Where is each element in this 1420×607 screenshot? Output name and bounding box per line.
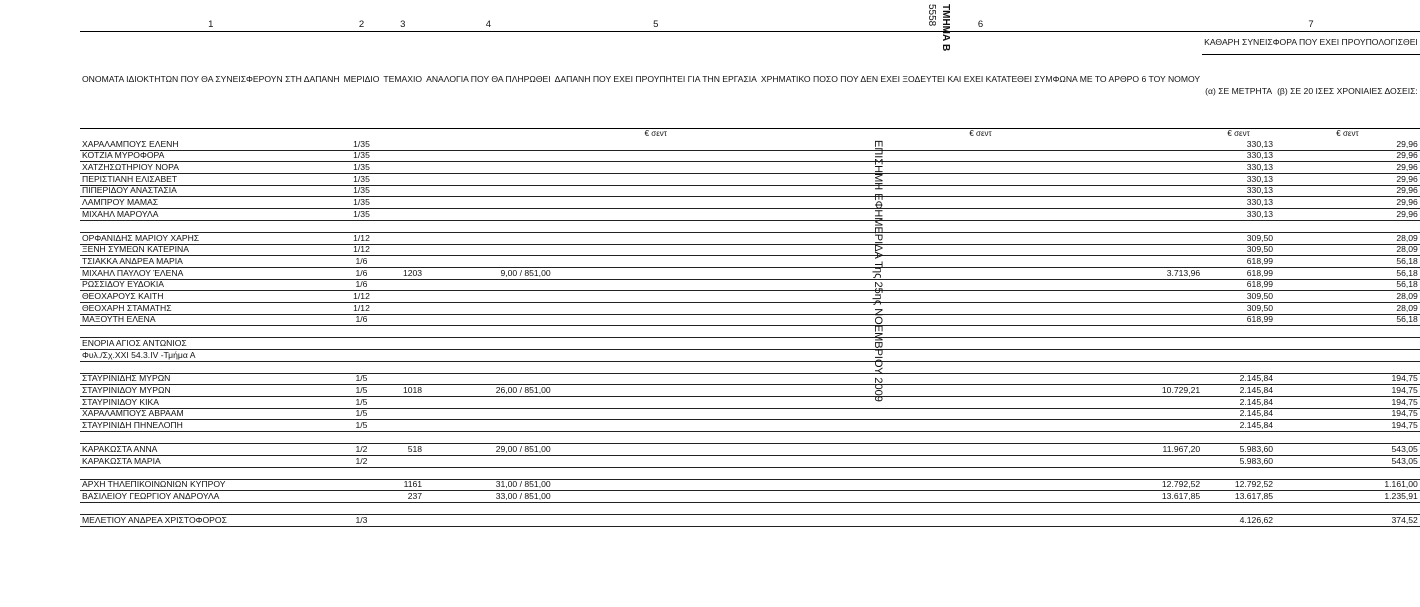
cell-name: ΧΑΤΖΗΣΩΤΗΡΙΟΥ ΝΟΡΑ [80, 162, 342, 174]
cell-rate [424, 209, 553, 221]
cell-inst: 194,75 [1275, 373, 1420, 385]
cell-cash: 5.983,60 [1202, 444, 1275, 456]
col-num-7: 7 [1202, 19, 1420, 32]
cell-deposit [759, 291, 1202, 303]
cell-inst: 56,18 [1275, 279, 1420, 291]
cell-cash [1202, 350, 1275, 362]
cell-cost [553, 455, 759, 467]
cell-cost [553, 514, 759, 526]
cell-rate [424, 185, 553, 197]
cell-share: 1/35 [342, 139, 382, 150]
cell-cash: 618,99 [1202, 314, 1275, 326]
cell-rate [424, 350, 553, 362]
cell-share: 1/12 [342, 302, 382, 314]
cell-cost [553, 197, 759, 209]
cell-share: 1/35 [342, 185, 382, 197]
table-row [80, 408, 1420, 420]
cell-cost [553, 373, 759, 385]
table-row [80, 385, 1420, 397]
cell-cost [553, 314, 759, 326]
cell-name: ΚΑΡΑΚΩΣΤΑ ΜΑΡΙΑ [80, 455, 342, 467]
cell-rate [424, 279, 553, 291]
cell-cash: 12.792,52 [1202, 479, 1275, 491]
cell-inst [1275, 338, 1420, 350]
cell-area [381, 197, 424, 209]
cell-share: 1/5 [342, 385, 382, 397]
table-row [80, 139, 1420, 150]
cell-area [381, 397, 424, 409]
table-row [80, 373, 1420, 385]
cell-inst: 29,96 [1275, 209, 1420, 221]
cell-cost [553, 420, 759, 432]
cell-name: ΘΕΟΧΑΡΟΥΣ ΚΑΙΤΗ [80, 291, 342, 303]
cell-inst: 1.161,00 [1275, 479, 1420, 491]
cell-name: ΤΣΙΑΚΚΑ ΑΝΔΡΕΑ ΜΑΡΙΑ [80, 256, 342, 268]
cell-inst: 56,18 [1275, 256, 1420, 268]
col-num-2: 2 [342, 19, 382, 32]
cell-share: 1/5 [342, 373, 382, 385]
cell-area [381, 232, 424, 244]
cell-name: ΠΕΡΙΣΤΙΑΝΗ ΕΛΙΣΑΒΕΤ [80, 174, 342, 186]
cell-deposit [759, 455, 1202, 467]
cell-deposit [759, 408, 1202, 420]
cash-header: (α) ΣΕ ΜΕΤΡΗΤΑ [1202, 55, 1275, 129]
cell-name: ΠΙΠΕΡΙΔΟΥ ΑΝΑΣΤΑΣΙΑ [80, 185, 342, 197]
table-row [80, 185, 1420, 197]
cell-cost [553, 479, 759, 491]
cell-cost [553, 150, 759, 162]
cell-name: ΛΑΜΠΡΟΥ ΜΑΜΑΣ [80, 197, 342, 209]
cell-cost [553, 232, 759, 244]
cell-rate [424, 244, 553, 256]
table-row [80, 302, 1420, 314]
cell-cost [553, 209, 759, 221]
cell-share: 1/2 [342, 455, 382, 467]
owners-header: ΟΝΟΜΑΤΑ ΙΔΙΟΚΤΗΤΩΝ ΠΟΥ ΘΑ ΣΥΝΕΙΣΦΕΡΟΥΝ ΣΤΗ ΔΑΠΑΝΗ [80, 32, 342, 129]
cell-area: 1018 [381, 385, 424, 397]
cell-name: ΘΕΟΧΑΡΗ ΣΤΑΜΑΤΗΣ [80, 302, 342, 314]
cell-inst: 28,09 [1275, 232, 1420, 244]
cell-cost [553, 350, 759, 362]
cell-rate [424, 338, 553, 350]
cell-cash: 330,13 [1202, 185, 1275, 197]
cell-area [381, 139, 424, 150]
spacer-row [80, 361, 1420, 373]
cell-cost [553, 444, 759, 456]
cell-inst: 543,05 [1275, 444, 1420, 456]
cell-share: 1/12 [342, 291, 382, 303]
table-row [80, 232, 1420, 244]
cell-cost [553, 397, 759, 409]
cell-area [381, 244, 424, 256]
cell-deposit [759, 314, 1202, 326]
cell-area [381, 314, 424, 326]
cell-cash: 5.983,60 [1202, 455, 1275, 467]
table-row [80, 244, 1420, 256]
cell-cost [553, 185, 759, 197]
cell-share: 1/5 [342, 420, 382, 432]
cell-area [381, 514, 424, 526]
cell-cost [553, 139, 759, 150]
cell-share [342, 338, 382, 350]
cell-cost [553, 385, 759, 397]
cell-area [381, 185, 424, 197]
cell-deposit [759, 514, 1202, 526]
cell-share [342, 479, 382, 491]
cell-rate [424, 314, 553, 326]
cell-share: 1/6 [342, 314, 382, 326]
cell-name: ΧΑΡΑΛΑΜΠΟΥΣ ΕΛΕΝΗ [80, 139, 342, 150]
cell-cash: 2.145,84 [1202, 385, 1275, 397]
rate-header: ΑΝΑΛΟΓΙΑ ΠΟΥ ΘΑ ΠΛΗΡΩΘΕΙ [424, 32, 553, 129]
col-num-4: 4 [424, 19, 553, 32]
deposit-header: ΧΡΗΜΑΤΙΚΟ ΠΟΣΟ ΠΟΥ ΔΕΝ ΕΧΕΙ ΞΟΔΕΥΤΕΙ ΚΑΙ ΕΧΕΙ ΚΑΤΑΤΕΘΕΙ ΣΥΜΦΩΝΑ ΜΕ ΤΟ ΑΡΘΡΟ 6 ΤΟΥ ΝΟΜΟΥ [759, 32, 1202, 129]
cell-deposit: 11.967,20 [759, 444, 1202, 456]
table-row [80, 267, 1420, 279]
unit-col7a: € σεντ [1227, 128, 1250, 138]
cell-inst: 194,75 [1275, 420, 1420, 432]
cell-cash: 618,99 [1202, 279, 1275, 291]
cell-area [381, 291, 424, 303]
cell-cost [553, 408, 759, 420]
cell-area [381, 338, 424, 350]
cell-deposit [759, 256, 1202, 268]
cell-area [381, 350, 424, 362]
cell-cash: 330,13 [1202, 150, 1275, 162]
net-contribution-header: ΚΑΘΑΡΗ ΣΥΝΕΙΣΦΟΡΑ ΠΟΥ ΕΧΕΙ ΠΡΟΥΠΟΛΟΓΙΣΘΕΙ [1202, 32, 1420, 55]
cell-cash: 330,13 [1202, 139, 1275, 150]
cell-cash: 330,13 [1202, 162, 1275, 174]
cell-rate: 26,00 / 851,00 [424, 385, 553, 397]
cell-deposit [759, 197, 1202, 209]
cell-deposit [759, 174, 1202, 186]
cell-name: ΧΑΡΑΛΑΜΠΟΥΣ ΑΒΡΑΑΜ [80, 408, 342, 420]
cell-share: 1/3 [342, 514, 382, 526]
cell-cash: 2.145,84 [1202, 408, 1275, 420]
cell-deposit [759, 150, 1202, 162]
unit-col6: € σεντ [969, 128, 992, 138]
cell-share: 1/6 [342, 256, 382, 268]
cell-cash [1202, 338, 1275, 350]
cell-cash: 309,50 [1202, 244, 1275, 256]
table-row [80, 455, 1420, 467]
cell-cash: 618,99 [1202, 256, 1275, 268]
cost-header: ΔΑΠΑΝΗ ΠΟΥ ΕΧΕΙ ΠΡΟΥΠΗΤΕΙ ΓΙΑ ΤΗΝ ΕΡΓΑΣΙΑ [553, 32, 759, 129]
cell-area: 518 [381, 444, 424, 456]
cell-cash: 330,13 [1202, 197, 1275, 209]
cell-share: 1/6 [342, 267, 382, 279]
cell-area [381, 150, 424, 162]
cell-name: ΟΡΦΑΝΙΔΗΣ ΜΑΡΙΟΥ ΧΑΡΗΣ [80, 232, 342, 244]
cell-inst: 56,18 [1275, 267, 1420, 279]
col-num-3: 3 [381, 19, 424, 32]
col-num-5: 5 [553, 19, 759, 32]
table-row [80, 209, 1420, 221]
cell-deposit [759, 279, 1202, 291]
cell-inst: 29,96 [1275, 162, 1420, 174]
col-num-6: 6 [759, 19, 1202, 32]
table-row [80, 491, 1420, 503]
cell-inst: 194,75 [1275, 385, 1420, 397]
table-row [80, 150, 1420, 162]
cell-inst: 28,09 [1275, 291, 1420, 303]
cell-name: ΜΕΛΕΤΙΟΥ ΑΝΔΡΕΑ ΧΡΙΣΤΟΦΟΡΟΣ [80, 514, 342, 526]
cell-cash: 13.617,85 [1202, 491, 1275, 503]
table-row [80, 397, 1420, 409]
cell-cash: 2.145,84 [1202, 397, 1275, 409]
table-row [80, 514, 1420, 526]
cell-share: 1/35 [342, 209, 382, 221]
cell-deposit: 3.713,96 [759, 267, 1202, 279]
cell-name: ΑΡΧΗ ΤΗΛΕΠΙΚΟΙΝΩΝΙΩΝ ΚΥΠΡΟΥ [80, 479, 342, 491]
cell-cash: 330,13 [1202, 209, 1275, 221]
cell-rate [424, 197, 553, 209]
cell-area [381, 420, 424, 432]
cell-name: ΣΤΑΥΡΙΝΙΔΟΥ ΜΥΡΩΝ [80, 385, 342, 397]
area-header: ΤΕΜΑΧΙΟ [381, 32, 424, 129]
cell-name: ΣΤΑΥΡΙΝΙΔΟΥ ΚΙΚΑ [80, 397, 342, 409]
cell-cash: 330,13 [1202, 174, 1275, 186]
cell-rate [424, 397, 553, 409]
cell-deposit [759, 232, 1202, 244]
cell-cost [553, 267, 759, 279]
spacer-row [80, 220, 1420, 232]
contribution-table [80, 19, 1420, 527]
column-numbers-row [80, 19, 1420, 32]
cell-share: 1/12 [342, 244, 382, 256]
cell-inst: 194,75 [1275, 408, 1420, 420]
spacer-row [80, 432, 1420, 444]
cell-rate [424, 408, 553, 420]
col-num-1: 1 [80, 19, 342, 32]
cell-name: ΡΩΣΣΙΔΟΥ ΕΥΔΟΚΙΑ [80, 279, 342, 291]
installments-header: (β) ΣΕ 20 ΙΣΕΣ ΧΡΟΝΙΑΙΕΣ ΔΟΣΕΙΣ: [1275, 55, 1420, 129]
cell-rate [424, 373, 553, 385]
table-row [80, 479, 1420, 491]
cell-area [381, 408, 424, 420]
share-header: ΜΕΡΙΔΙΟ [342, 32, 382, 129]
cell-inst: 543,05 [1275, 455, 1420, 467]
unit-col5: € σεντ [644, 128, 667, 138]
cell-rate: 29,00 / 851,00 [424, 444, 553, 456]
table-row [80, 420, 1420, 432]
cell-name: ΜΙΧΑΗΛ ΜΑΡΟΥΛΑ [80, 209, 342, 221]
table-row [80, 444, 1420, 456]
cell-cost [553, 244, 759, 256]
cell-share [342, 491, 382, 503]
cell-inst: 29,96 [1275, 185, 1420, 197]
cell-rate [424, 420, 553, 432]
cell-cost [553, 279, 759, 291]
cell-inst: 28,09 [1275, 302, 1420, 314]
cell-rate [424, 291, 553, 303]
cell-deposit [759, 139, 1202, 150]
cell-rate [424, 455, 553, 467]
unit-row [80, 129, 1420, 140]
cell-rate [424, 139, 553, 150]
cell-rate [424, 162, 553, 174]
cell-deposit [759, 373, 1202, 385]
cell-name: ΞΕΝΗ ΣΥΜΕΩΝ ΚΑΤΕΡΙΝΑ [80, 244, 342, 256]
gazette-title: ΕΠΙΣΗΜΗ ΕΦΗΜΕΡΙΔΑ Της 25ης ΝΟΕΜΒΡΙΟΥ 2009 [872, 140, 884, 402]
cell-rate: 9,00 / 851,00 [424, 267, 553, 279]
cell-cost [553, 291, 759, 303]
cell-share: 1/35 [342, 162, 382, 174]
table-row [80, 314, 1420, 326]
cell-inst: 29,96 [1275, 150, 1420, 162]
cell-name: ΜΑΞΟΥΤΗ ΕΛΕΝΑ [80, 314, 342, 326]
cell-area [381, 455, 424, 467]
cell-cost [553, 491, 759, 503]
table-row [80, 256, 1420, 268]
spacer-row [80, 326, 1420, 338]
cell-rate [424, 514, 553, 526]
cell-inst: 28,09 [1275, 244, 1420, 256]
cell-cost [553, 256, 759, 268]
page-number: 5558 [926, 4, 937, 27]
cell-cost [553, 174, 759, 186]
cell-rate [424, 150, 553, 162]
cell-share: 1/35 [342, 174, 382, 186]
cell-area [381, 256, 424, 268]
cell-inst: 374,52 [1275, 514, 1420, 526]
cell-cost [553, 162, 759, 174]
table-row [80, 197, 1420, 209]
cell-cash: 2.145,84 [1202, 373, 1275, 385]
cell-area [381, 162, 424, 174]
cell-cash: 309,50 [1202, 302, 1275, 314]
cell-rate [424, 256, 553, 268]
cell-deposit [759, 302, 1202, 314]
cell-share: 1/2 [342, 444, 382, 456]
spacer-row [80, 502, 1420, 514]
cell-rate: 33,00 / 851,00 [424, 491, 553, 503]
cell-share: 1/5 [342, 397, 382, 409]
cell-inst: 29,96 [1275, 174, 1420, 186]
header-row [80, 32, 1420, 55]
table-row [80, 350, 1420, 362]
cell-name: ΚΑΡΑΚΩΣΤΑ ΑΝΝΑ [80, 444, 342, 456]
cell-share: 1/5 [342, 408, 382, 420]
cell-deposit [759, 420, 1202, 432]
cell-name: ΣΤΑΥΡΙΝΙΔΗΣ ΜΥΡΩΝ [80, 373, 342, 385]
cell-inst: 194,75 [1275, 397, 1420, 409]
cell-rate: 31,00 / 851,00 [424, 479, 553, 491]
table-row [80, 338, 1420, 350]
cell-name: ΒΑΣΙΛΕΙΟΥ ΓΕΩΡΓΙΟΥ ΑΝΔΡΟΥΛΑ [80, 491, 342, 503]
cell-deposit [759, 350, 1202, 362]
cell-cash: 309,50 [1202, 291, 1275, 303]
cell-name: ΕΝΟΡΙΑ ΑΓΙΟΣ ΑΝΤΩΝΙΟΣ [80, 338, 342, 350]
cell-share: 1/35 [342, 150, 382, 162]
cell-deposit [759, 244, 1202, 256]
cell-share [342, 350, 382, 362]
cell-deposit: 10.729,21 [759, 385, 1202, 397]
cell-inst: 29,96 [1275, 197, 1420, 209]
cell-deposit [759, 209, 1202, 221]
cell-deposit [759, 162, 1202, 174]
cell-deposit: 13.617,85 [759, 491, 1202, 503]
cell-cost [553, 338, 759, 350]
cell-share: 1/12 [342, 232, 382, 244]
cell-deposit [759, 397, 1202, 409]
cell-area: 1161 [381, 479, 424, 491]
cell-inst: 29,96 [1275, 139, 1420, 150]
cell-area: 1203 [381, 267, 424, 279]
cell-area: 237 [381, 491, 424, 503]
cell-inst [1275, 350, 1420, 362]
cell-share: 1/35 [342, 197, 382, 209]
cell-cash: 4.126,62 [1202, 514, 1275, 526]
cell-cash: 309,50 [1202, 232, 1275, 244]
cell-cash: 2.145,84 [1202, 420, 1275, 432]
cell-deposit [759, 185, 1202, 197]
cell-deposit: 12.792,52 [759, 479, 1202, 491]
table-row [80, 291, 1420, 303]
cell-area [381, 279, 424, 291]
cell-area [381, 302, 424, 314]
table-row [80, 279, 1420, 291]
cell-share: 1/6 [342, 279, 382, 291]
cell-name: ΜΙΧΑΗΛ ΠΑΥΛΟΥ ΈΛΕΝΑ [80, 267, 342, 279]
cell-name: Φυλ./Σχ.XXI 54.3.IV -Τμήμα Α [80, 350, 342, 362]
unit-col7b: € σεντ [1336, 128, 1359, 138]
cell-cash: 618,99 [1202, 267, 1275, 279]
table-row [80, 174, 1420, 186]
table-row [80, 162, 1420, 174]
cell-name: ΣΤΑΥΡΙΝΙΔΗ ΠΗΝΕΛΟΠΗ [80, 420, 342, 432]
cell-area [381, 373, 424, 385]
cell-inst: 1.235,91 [1275, 491, 1420, 503]
section-label: ΤΜΗΜΑ Β [940, 4, 951, 52]
cell-rate [424, 174, 553, 186]
spacer-row [80, 467, 1420, 479]
cell-rate [424, 302, 553, 314]
cell-name: ΚΟΤΖΙΑ ΜΥΡΟΦΟΡΑ [80, 150, 342, 162]
cell-area [381, 174, 424, 186]
cell-area [381, 209, 424, 221]
cell-rate [424, 232, 553, 244]
cell-inst: 56,18 [1275, 314, 1420, 326]
cell-cost [553, 302, 759, 314]
cell-deposit [759, 338, 1202, 350]
